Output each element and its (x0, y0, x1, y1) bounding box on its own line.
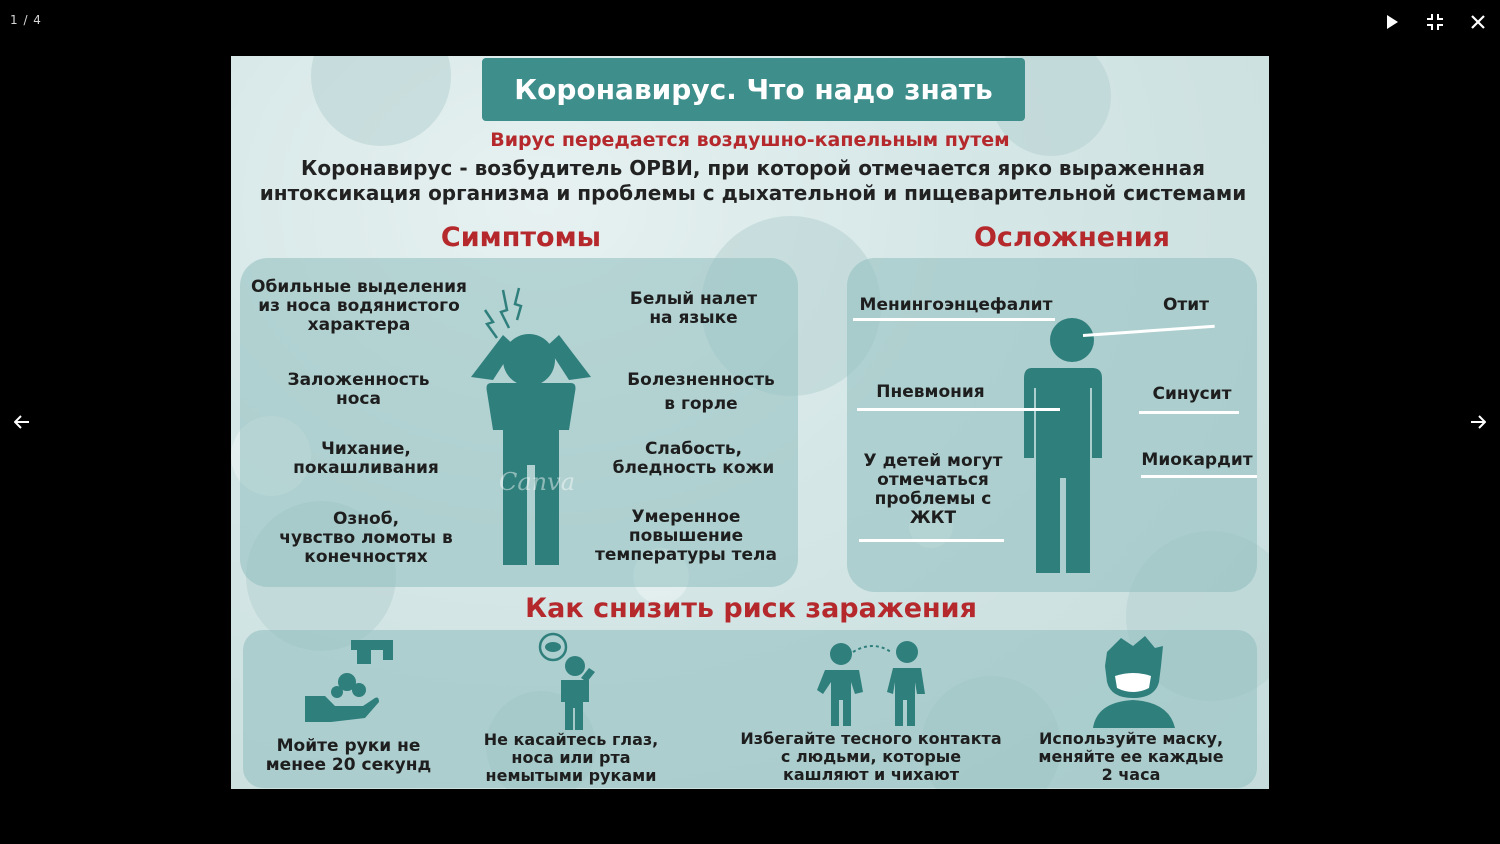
prevention-heading: Как снизить риск заражения (525, 593, 977, 624)
canva-watermark: Canva (499, 468, 575, 496)
exit-fullscreen-button[interactable] (1421, 8, 1449, 36)
hand-washing-icon (299, 638, 399, 728)
symptom-text: Озноб, (332, 509, 400, 529)
complication-text: проблемы с (874, 489, 992, 509)
title-banner (482, 58, 1025, 121)
complication-meningoencephalitis (851, 296, 1061, 315)
symptom-text: чувство ломоты в (279, 528, 453, 548)
symptom-text: носа (336, 389, 381, 409)
previous-button[interactable] (7, 408, 37, 436)
complication-text: Синусит (1152, 384, 1232, 404)
prevention-text: Не касайтесь глаз, (483, 730, 659, 749)
prevention-dont-touch-face (471, 731, 671, 785)
complication-myocarditis (1135, 451, 1259, 470)
symptom-nasal-congestion (251, 371, 466, 409)
slide-image (231, 56, 1269, 789)
prevention-text: с людьми, которые (780, 747, 962, 766)
complication-text: Отит (1162, 295, 1210, 315)
avoid-contact-icon (813, 634, 929, 728)
close-icon (1470, 14, 1486, 30)
symptom-text: конечностях (304, 547, 428, 567)
close-button[interactable] (1464, 8, 1492, 36)
symptom-sneezing (251, 440, 481, 478)
prevention-text: немытыми руками (485, 766, 657, 785)
symptom-text: из носа водянистого (258, 296, 460, 316)
play-icon (1385, 14, 1399, 30)
complication-text: отмечаться (877, 470, 989, 490)
prevention-text: менее 20 секунд (265, 755, 432, 775)
symptom-fever (586, 508, 786, 565)
complication-text: У детей могут (863, 451, 1003, 471)
symptom-text: покашливания (293, 458, 439, 478)
symptoms-heading: Симптомы (440, 222, 602, 253)
prevention-avoid-contact (739, 730, 1003, 784)
slide-counter: 1 / 4 (10, 13, 42, 27)
symptom-text: повышение (628, 526, 744, 546)
prevention-wear-mask (1029, 730, 1233, 784)
symptom-text: температуры тела (595, 545, 777, 565)
arrow-left-icon (14, 415, 30, 429)
complication-gi-problems (859, 452, 1007, 528)
intro-line-1: Коронавирус - возбудитель ОРВИ, при которой отмечается ярко выраженная (301, 156, 1205, 180)
complication-text: Менингоэнцефалит (859, 295, 1053, 315)
symptom-text: Белый налет (629, 289, 758, 309)
symptom-text: характера (307, 315, 411, 335)
person-headache-icon (463, 280, 603, 570)
complication-text: Миокардит (1141, 450, 1253, 470)
complication-otitis (1146, 296, 1226, 315)
symptom-chills (251, 510, 481, 567)
play-button[interactable] (1378, 8, 1406, 36)
prevention-text: Избегайте тесного контакта (740, 729, 1002, 748)
complication-sinusitis (1143, 385, 1241, 404)
person-complications-icon (1018, 318, 1108, 576)
slide-title: Коронавирус. Что надо знать (514, 73, 993, 106)
symptom-text: Болезненность (627, 370, 775, 390)
prevention-text: Используйте маску, (1038, 729, 1224, 748)
connector-line (1141, 475, 1257, 478)
connector-line (1139, 411, 1239, 414)
complication-text: ЖКТ (909, 508, 957, 528)
symptom-text: Заложенность (287, 370, 430, 390)
next-button[interactable] (1463, 408, 1493, 436)
symptom-weakness (601, 440, 786, 478)
symptom-text: Чихание, (321, 439, 411, 459)
symptom-text: бледность кожи (612, 458, 775, 478)
complication-pneumonia (863, 383, 998, 402)
prevention-text: кашляют и чихают (783, 765, 959, 784)
exit-fullscreen-icon (1426, 13, 1444, 31)
connector-line (853, 318, 1055, 321)
complications-heading: Осложнения (973, 222, 1171, 253)
symptom-white-tongue (606, 290, 781, 328)
dont-touch-face-icon (531, 632, 611, 732)
arrow-right-icon (1470, 415, 1486, 429)
prevention-text: 2 часа (1101, 765, 1161, 784)
face-mask-icon (1093, 636, 1175, 728)
symptom-text: на языке (649, 308, 738, 328)
subtitle: Вирус передается воздушно-капельным путем (490, 129, 1010, 151)
complication-text: Пневмония (876, 382, 985, 402)
intro-line-2: интоксикация организма и проблемы с дыхательной и пищеварительной системами (259, 181, 1247, 205)
prevention-wash-hands (261, 737, 436, 775)
symptom-text: Обильные выделения (251, 277, 467, 297)
symptom-text: Умеренное (631, 507, 741, 527)
intro-text (231, 156, 1269, 206)
prevention-text: носа или рта (511, 748, 631, 767)
symptom-text: в горле (664, 394, 738, 414)
connector-line (859, 539, 1004, 542)
prevention-text: Мойте руки не (276, 736, 421, 756)
symptom-sore-throat (606, 368, 796, 416)
prevention-text: меняйте ее каждые (1038, 747, 1224, 766)
symptom-runny-nose (243, 278, 475, 335)
symptom-text: Слабость, (644, 439, 743, 459)
connector-line (857, 408, 1060, 411)
